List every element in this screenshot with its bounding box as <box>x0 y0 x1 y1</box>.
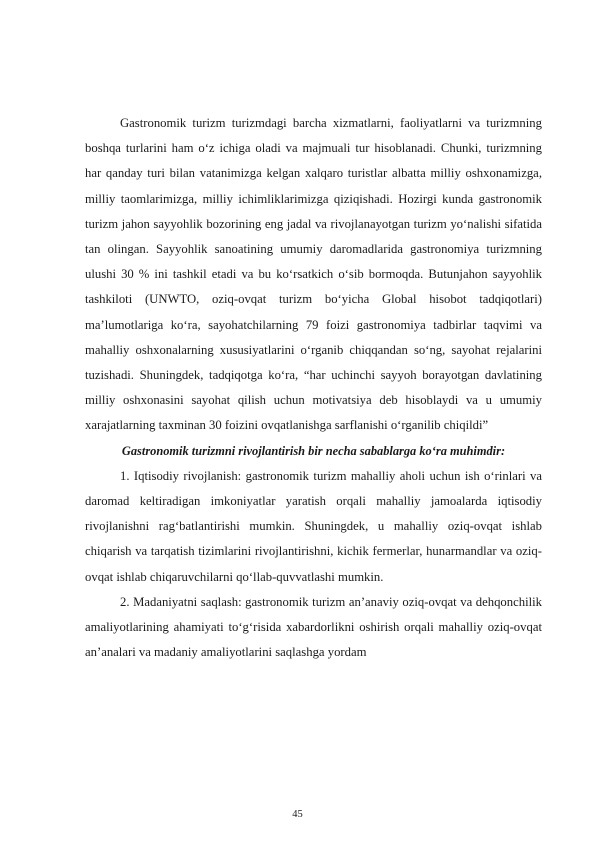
page-number: 45 <box>292 809 303 820</box>
section-heading: Gastronomik turizmni rivojlantirish bir necha sabablarga ko‘ra muhimdir: <box>121 443 506 458</box>
page-body <box>85 111 542 665</box>
list-item-cultural-preservation: 2. Madaniyatni saqlash: gastronomik turizm an’anaviy oziq-ovqat va dehqonchilik amaliyotlarining ahamiyati to‘g‘risida xabardorlikni oshirish orqali mahalliy oziq-ovqat an’analari va madaniy amaliyotlarini saqlashga yordam <box>85 594 542 660</box>
intro-paragraph: Gastronomik turizm turizmdagi barcha xizmatlarni, faoliyatlarni va turizmning boshqa turlarini ham o‘z ichiga oladi va majmuali tur hisoblanadi. Chunki, turizmning har qanday turi bilan vatanimizga kelgan xalqaro turistlar albatta milliy oshxonamizga, milliy taomlarimizga, milliy ichimliklarimizga qiziqishadi. Hozirgi kunda gastronomik turizm jahon sayyohlik bozorining eng jadal va rivojlanayotgan turizm yo‘nalishi sifatida tan olingan. Sayyohlik sanoatining umumiy daromadlarida gastronomiya turizmning ulushi 30 % ini tashkil etadi va bu ko‘rsatkich o‘sib bormoqda. Butunjahon sayyohlik tashkiloti (UNWTO, oziq-ovqat turizm bo‘yicha Global hisobot tadqiqotlari) ma’lumotlariga ko‘ra, sayohatchilarning 79 foizi gastronomiya tadbirlar taqvimi va mahalliy oshxonalarning xususiyatlarini o‘rganib chiqqandan so‘ng, sayohat rejalarini tuzishadi. Shuningdek, tadqiqotga ko‘ra, “har uchinchi sayyoh borayotgan davlatining milliy oshxonasini sayohat qilish uchun motivatsiya deb hisoblaydi va u umumiy xarajatlarning taxminan 30 foizini ovqatlanishga sarflanishi o‘rganilib chiqildi” <box>85 116 542 433</box>
list-item-economic-development: 1. Iqtisodiy rivojlanish: gastronomik turizm mahalliy aholi uchun ish o‘rinlari va daromad keltiradigan imkoniyatlar yaratish orqali mahalliy jamoalarda iqtisodiy rivojlanishni rag‘batlantirishi mumkin. Shuningdek, u mahalliy oziq-ovqat ishlab chiqarish va tarqatish tizimlarini rivojlantirishni, kichik fermerlar, hunarmandlar va oziq-ovqat ishlab chiqaruvchilarni qo‘llab-quvvatlashi mumkin. <box>85 468 542 584</box>
